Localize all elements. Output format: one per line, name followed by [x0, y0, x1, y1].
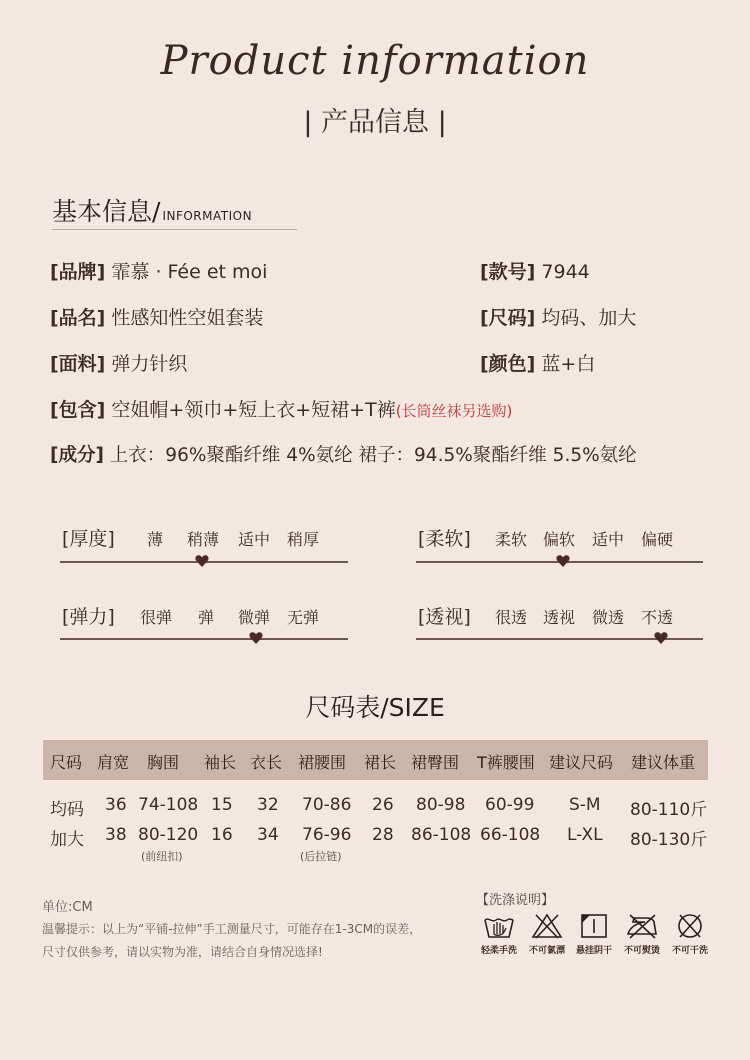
- size-cell: L-XL: [567, 825, 603, 845]
- size-header-cell: T裤腰围: [477, 753, 535, 772]
- thickness-option: 稍厚: [287, 530, 320, 549]
- elasticity-option: 微弹: [238, 608, 271, 627]
- chest-note: (前纽扣): [141, 850, 183, 863]
- softness-label: [柔软]: [418, 528, 471, 550]
- waist-note: (后拉链): [300, 850, 342, 863]
- care-item: [572, 912, 616, 956]
- size-cell: 70-86: [302, 795, 352, 815]
- softness-option: 偏软: [543, 530, 576, 549]
- name-value: 性感知性空姐套装: [105, 307, 264, 329]
- thickness-option: 薄: [147, 530, 164, 549]
- size-cell: 28: [372, 825, 394, 845]
- size-cell: 80-130斤: [630, 830, 708, 850]
- size-header-cell: 裙腰围: [298, 753, 347, 772]
- no-dry-clean-icon: [673, 912, 707, 940]
- size-header-cell: 建议尺码: [549, 753, 614, 772]
- care-item: [620, 912, 664, 956]
- size-cell: 86-108: [411, 825, 472, 845]
- heart-marker-icon: [249, 631, 263, 645]
- include-row: [50, 395, 512, 422]
- size-cell: S-M: [569, 795, 601, 815]
- name-key: [品名]: [50, 307, 106, 329]
- style-value: 7944: [535, 261, 590, 283]
- size-cell: 80-110斤: [630, 800, 708, 820]
- care-label: 轻柔手洗: [480, 946, 517, 956]
- size-cell: 34: [257, 825, 279, 845]
- fabric-row: [50, 349, 187, 376]
- style-key: [款号]: [480, 261, 536, 283]
- brand-key: [品牌]: [50, 261, 106, 283]
- size-cell: 60-99: [485, 795, 535, 815]
- script-title: Product information: [160, 38, 590, 84]
- size-cell: 80-98: [416, 795, 466, 815]
- size-cell: 16: [211, 825, 233, 845]
- sheerness-option: 很透: [495, 608, 528, 627]
- basic-info-heading: [52, 192, 252, 228]
- product-info-title: | 产品信息 |: [303, 107, 447, 138]
- heart-marker-icon: [654, 631, 668, 645]
- size-cell: 15: [211, 795, 233, 815]
- name-row: [50, 303, 263, 330]
- size-header-cell: 尺码: [50, 753, 83, 772]
- tip-line-2: 尺寸仅供参考，请以实物为准，请结合自身情况选择!: [42, 945, 323, 959]
- size-table-title: 尺码表/SIZE: [305, 693, 445, 722]
- composition-row: [50, 441, 637, 467]
- no-iron-icon: [625, 912, 659, 940]
- size-header-cell: 建议体重: [631, 753, 696, 772]
- size-header-cell: 裙长: [364, 753, 397, 772]
- elasticity-option: 无弹: [287, 608, 320, 627]
- size-header-cell: 袖长: [204, 753, 237, 772]
- heart-marker-icon: [195, 554, 209, 568]
- fabric-key: [面料]: [50, 353, 106, 375]
- thickness-option: 适中: [238, 530, 271, 549]
- sheerness-option: 不透: [641, 608, 674, 627]
- size-cell: 74-108: [138, 795, 199, 815]
- size-cell: 80-120: [138, 825, 199, 845]
- basic-info-title: 基本信息/: [52, 197, 161, 226]
- elasticity-option: 弹: [198, 608, 215, 627]
- size-cell: 加大: [50, 830, 84, 850]
- size-cell: 均码: [50, 800, 84, 820]
- care-label: 不可熨烫: [623, 946, 660, 956]
- brand-row: [50, 257, 267, 284]
- basic-info-subtitle: INFORMATION: [162, 209, 253, 223]
- elasticity-scale-line: [60, 638, 348, 640]
- brand-value: 霏慕 · Fée et moi: [105, 261, 268, 283]
- size-header-cell: 胸围: [147, 753, 180, 772]
- care-label: 不可氯漂: [528, 946, 565, 956]
- color-value: 蓝+白: [535, 353, 596, 375]
- color-key: [颜色]: [480, 353, 536, 375]
- include-key: [包含]: [50, 399, 106, 421]
- size-cell: 76-96: [302, 825, 352, 845]
- sheerness-option: 透视: [543, 608, 576, 627]
- unit-note: 单位:CM: [42, 900, 93, 915]
- hand-wash-icon: [482, 912, 516, 940]
- composition-value: 上衣：96%聚酯纤维 4%氨纶 裙子：94.5%聚酯纤维 5.5%氨纶: [103, 445, 637, 466]
- size-row: [480, 303, 636, 330]
- sheerness-option: 微透: [592, 608, 625, 627]
- size-cell: 66-108: [480, 825, 541, 845]
- size-header-cell: 肩宽: [97, 753, 130, 772]
- include-note: (长筒丝袜另选购): [395, 402, 513, 420]
- care-label: 悬挂阴干: [575, 946, 612, 956]
- size-cell: 36: [105, 795, 127, 815]
- size-cell: 26: [372, 795, 394, 815]
- no-bleach-icon: [530, 912, 564, 940]
- heart-marker-icon: [556, 554, 570, 568]
- composition-key: [成分]: [50, 445, 104, 466]
- care-item: [477, 912, 521, 956]
- section-divider: [52, 229, 297, 230]
- thickness-option: 稍薄: [187, 530, 220, 549]
- size-cell: 32: [257, 795, 279, 815]
- size-key: [尺码]: [480, 307, 536, 329]
- elasticity-option: 很弹: [140, 608, 173, 627]
- softness-option: 偏硬: [641, 530, 674, 549]
- style-row: [480, 257, 590, 284]
- fabric-value: 弹力针织: [105, 353, 188, 375]
- color-row: [480, 349, 595, 376]
- hang-dry-shade-icon: [577, 912, 611, 940]
- thickness-label: [厚度]: [62, 528, 115, 550]
- include-value: 空姐帽+领巾+短上衣+短裙+T裤: [105, 399, 396, 421]
- softness-option: 柔软: [495, 530, 528, 549]
- elasticity-label: [弹力]: [62, 606, 115, 628]
- care-item: [525, 912, 569, 956]
- care-title: 【洗涤说明】: [476, 893, 555, 908]
- size-header-cell: 裙臀围: [411, 753, 460, 772]
- size-value: 均码、加大: [535, 307, 637, 329]
- tip-line-1: 温馨提示：以上为“平铺-拉伸”手工测量尺寸，可能存在1-3CM的误差，: [42, 922, 422, 936]
- size-header-cell: 衣长: [250, 753, 283, 772]
- size-cell: 38: [105, 825, 127, 845]
- care-item: [668, 912, 712, 956]
- care-label: 不可干洗: [671, 946, 708, 956]
- softness-option: 适中: [592, 530, 625, 549]
- sheerness-label: [透视]: [418, 606, 471, 628]
